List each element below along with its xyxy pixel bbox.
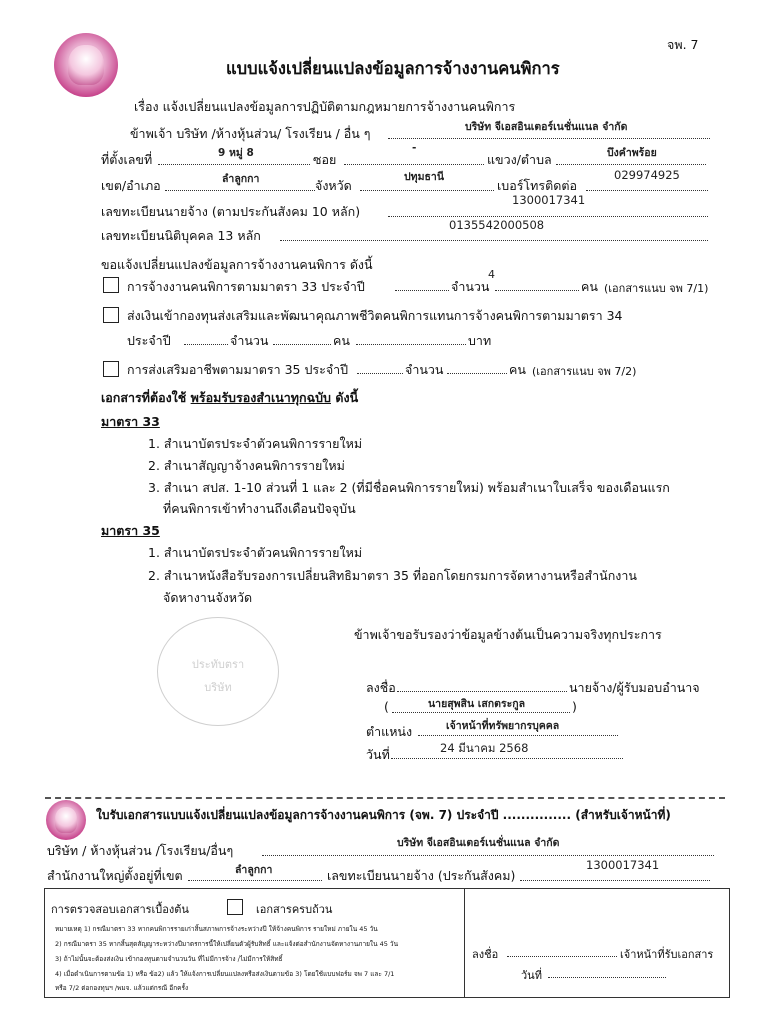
form-code: จพ. 7 [667, 37, 699, 52]
company-stamp-placeholder [157, 617, 279, 726]
note-line: หรือ 7/2 ต่อกองทุนฯ /พมจ. แล้วแต่กรณี อีกครั้ง [55, 984, 189, 992]
receipt-divider [464, 888, 465, 998]
section-33-item: 3. สำเนา สปส. 1-10 ส่วนที่ 1 และ 2 (ที่มีชื่อคนพิการรายใหม่) พร้อมสำเนาใบเสร็จ ของเดือนแรก [148, 480, 670, 495]
option-35-year-dotline [357, 373, 403, 374]
receipt-office-label: สำนักงานใหญ่ตั้งอยู่ที่เขต [47, 868, 183, 883]
position-dotline [418, 735, 618, 736]
option-35-amount-dotline [447, 373, 507, 374]
receipt-company-label: บริษัท / ห้างหุ้นส่วน /โรงเรียน/อื่นๆ [47, 843, 234, 858]
receipt-company-dotline [262, 855, 714, 856]
employer-reg-dotline [388, 216, 708, 217]
option-35-text: การส่งเสริมอาชีพตามมาตรา 35 ประจำปี [127, 362, 349, 377]
section-35-item: จัดหางานจังหวัด [163, 590, 253, 605]
note-line: 3) ถ้าไม่นั้นจะต้องส่งเงิน เข้ากองทุนตามจำนวนวัน ที่ไม่มีการจ้าง /ไม่มีการให้สิทธิ์ [55, 955, 283, 963]
employer-reg-label: เลขทะเบียนนายจ้าง (ตามประกันสังคม 10 หลัก) [101, 204, 361, 219]
option-33-text: การจ้างงานคนพิการตามมาตรา 33 ประจำปี [127, 279, 365, 294]
request-heading: ขอแจ้งเปลี่ยนแปลงข้อมูลการจ้างงานคนพิการ ดังนี้ [101, 257, 373, 272]
soi-label: ซอย [313, 152, 337, 167]
option-34-year-label: ประจำปี [127, 333, 171, 348]
signer-close-paren: ) [572, 699, 577, 714]
address-label: ที่ตั้งเลขที่ [101, 152, 153, 167]
section-33-item: 2. สำเนาสัญญาจ้างคนพิการรายใหม่ [148, 458, 345, 473]
option-35-checkbox[interactable] [103, 361, 119, 377]
subdistrict-dotline [556, 164, 706, 165]
docs-heading [101, 388, 358, 408]
tear-off-line [45, 797, 725, 799]
section-33-item: ที่คนพิการเข้าทำงานถึงเดือนปัจจุบัน [163, 501, 356, 516]
receiver-date-dotline [548, 977, 666, 978]
stamp-line-1: ประทับตรา [191, 658, 245, 671]
phone-value[interactable]: 029974925 [614, 168, 680, 182]
phone-dotline [586, 190, 708, 191]
subdistrict-label: แขวง/ตำบล [487, 152, 552, 167]
check-label: การตรวจสอบเอกสารเบื้องต้น [51, 903, 189, 916]
section-35-label: มาตรา 35 [101, 523, 160, 538]
receipt-office-value[interactable]: ลำลูกกา [235, 864, 273, 876]
position-value[interactable]: เจ้าหน้าที่ทรัพยากรบุคคล [446, 720, 560, 732]
receipt-reg-value[interactable]: 1300017341 [586, 858, 660, 872]
juristic-value[interactable]: 0135542000508 [449, 218, 545, 232]
option-34-unit-person: คน [333, 333, 350, 348]
position-label: ตำแหน่ง [366, 724, 413, 739]
option-33-checkbox[interactable] [103, 277, 119, 293]
phone-label: เบอร์โทรติดต่อ [497, 178, 577, 193]
receiver-sign-dotline [507, 956, 617, 957]
employer-label: ข้าพเจ้า บริษัท /ห้างหุ้นส่วน/ โรงเรียน / อื่น ๆ [130, 126, 371, 141]
stamp-line-2: บริษัท [204, 681, 232, 694]
receiver-date-label: วันที่ [521, 969, 542, 982]
documents-complete-checkbox[interactable] [227, 899, 243, 915]
option-34-amount-label: จำนวน [230, 333, 269, 348]
address-dotline [158, 164, 310, 165]
option-34-year-dotline [184, 344, 228, 345]
date-value[interactable]: 24 มีนาคม 2568 [440, 741, 529, 755]
agency-logo [54, 33, 118, 97]
soi-dotline [344, 164, 484, 165]
docs-heading-part1: เอกสารที่ต้องใช้ [101, 390, 187, 405]
option-33-year-dotline [395, 290, 449, 291]
sign-dotline [397, 691, 567, 692]
date-dotline [391, 758, 623, 759]
option-34-checkbox[interactable] [103, 307, 119, 323]
juristic-dotline [280, 240, 708, 241]
option-35-unit: คน [509, 362, 526, 377]
juristic-label: เลขทะเบียนนิติบุคคล 13 หลัก [101, 228, 261, 243]
receipt-company-value[interactable]: บริษัท จีเอสอินเตอร์เนชั่นแนล จำกัด [397, 837, 560, 849]
receipt-reg-label: เลขทะเบียนนายจ้าง (ประกันสังคม) [327, 868, 516, 883]
province-dotline [360, 190, 494, 191]
sign-role: นายจ้าง/ผู้รับมอบอำนาจ [569, 680, 700, 695]
section-33-item: 1. สำเนาบัตรประจำตัวคนพิการรายใหม่ [148, 436, 363, 451]
soi-value[interactable]: - [412, 142, 417, 154]
certify-text: ข้าพเจ้าขอรับรองว่าข้อมูลข้างต้นเป็นความจริงทุกประการ [354, 627, 662, 642]
option-33-unit: คน [581, 279, 598, 294]
signer-name[interactable]: นายสุพสิน เสกตระกูล [428, 698, 526, 710]
subject-line: เรื่อง แจ้งเปลี่ยนแปลงข้อมูลการปฏิบัติตามกฎหมายการจ้างงานคนพิการ [134, 99, 516, 114]
employer-dotline [388, 138, 710, 139]
option-34-unit-baht: บาท [468, 333, 492, 348]
district-label: เขต/อำเภอ [101, 178, 161, 193]
option-34-money-dotline [356, 344, 466, 345]
employer-reg-value[interactable]: 1300017341 [512, 193, 586, 207]
note-line: 2) กรณีมาตรา 35 หากสิ้นสุดสัญญาระหว่างปีมาตรการนี้ให้เปลี่ยนตัวผู้รับสิทธิ์ และแจ้งต่อสำนักงานจัดหางานภายใน 45 วัน [55, 940, 399, 948]
subdistrict-value[interactable]: บึงคำพร้อย [607, 147, 657, 159]
address-value[interactable]: 9 หมู่ 8 [218, 147, 254, 159]
section-35-item: 1. สำเนาบัตรประจำตัวคนพิการรายใหม่ [148, 545, 363, 560]
receipt-reg-dotline [520, 880, 710, 881]
province-value[interactable]: ปทุมธานี [404, 171, 444, 183]
employer-value[interactable]: บริษัท จีเอสอินเตอร์เนชั่นแนล จำกัด [465, 121, 628, 133]
receipt-title: ใบรับเอกสารแบบแจ้งเปลี่ยนแปลงข้อมูลการจ้างงานคนพิการ (จพ. 7) ประจำปี ............... (สำหรับเจ้าหน้าที่) [96, 808, 671, 822]
option-33-amount-label: จำนวน [451, 279, 490, 294]
check-complete-label: เอกสารครบถ้วน [256, 903, 333, 916]
option-35-amount-label: จำนวน [405, 362, 444, 377]
note-line: หมายเหตุ 1) กรณีมาตรา 33 หากคนพิการรายเก่าสิ้นสภาพการจ้างระหว่างปี ให้จ้างคนพิการ รายใหม่ ภายใน 45 วัน [55, 925, 378, 933]
date-label: วันที่ [366, 747, 390, 762]
note-line: 4) เมื่อดำเนินการตามข้อ 1) หรือ ข้อ2) แล้ว ให้แจ้งการเปลี่ยนแปลงหรือส่งเงินตามข้อ 3) โดยใช้แบบฟอร์ม จพ 7 และ 7/1 [55, 970, 395, 978]
page-title: แบบแจ้งเปลี่ยนแปลงข้อมูลการจ้างงานคนพิการ [226, 59, 560, 78]
signer-open-paren: ( [384, 699, 389, 714]
receipt-office-dotline [188, 880, 322, 881]
docs-heading-part3: ดังนี้ [335, 390, 359, 405]
option-34-amount-dotline [273, 344, 331, 345]
option-34-text: ส่งเงินเข้ากองทุนส่งเสริมและพัฒนาคุณภาพชีวิตคนพิการแทนการจ้างคนพิการตามมาตรา 34 [127, 308, 623, 323]
sign-label: ลงชื่อ [366, 680, 396, 695]
section-33-label: มาตรา 33 [101, 414, 160, 429]
docs-heading-part2: พร้อมรับรองสำเนาทุกฉบับ [190, 390, 331, 405]
province-label: จังหวัด [315, 178, 352, 193]
receiver-role: เจ้าหน้าที่รับเอกสาร [620, 948, 714, 961]
option-35-note: (เอกสารแนบ จพ 7/2) [532, 365, 637, 378]
signer-name-dotline [392, 712, 570, 713]
receiver-sign-label: ลงชื่อ [472, 948, 499, 961]
section-35-item: 2. สำเนาหนังสือรับรองการเปลี่ยนสิทธิมาตรา 35 ที่ออกโดยกรมการจัดหางานหรือสำนักงาน [148, 568, 637, 583]
district-value[interactable]: ลำลูกกา [222, 173, 260, 185]
option-33-amount-value[interactable]: 4 [488, 268, 495, 281]
option-33-amount-dotline [495, 290, 579, 291]
option-33-note: (เอกสารแนบ จพ 7/1) [604, 282, 709, 295]
district-dotline [165, 190, 315, 191]
receipt-agency-logo [46, 800, 86, 840]
